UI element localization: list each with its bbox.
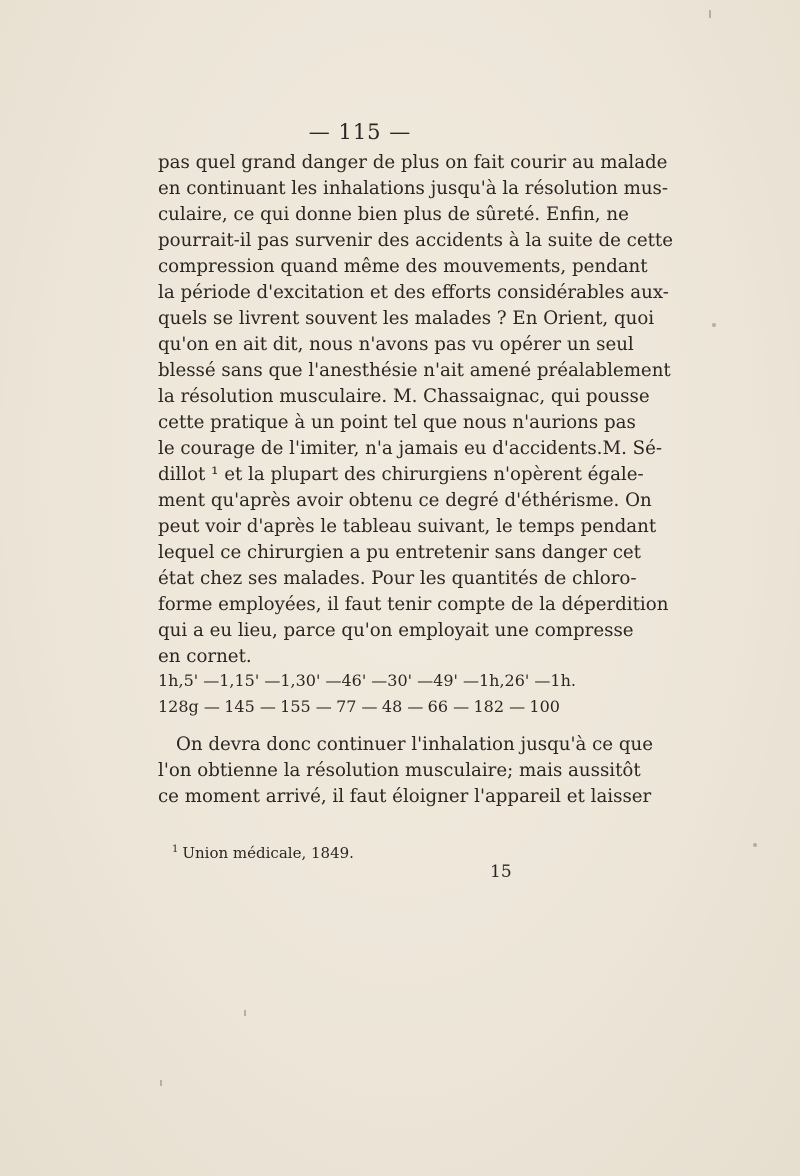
paper-speck — [712, 323, 716, 327]
table-cell: 1,30' — — [280, 671, 342, 690]
table-cell: 1h,26' — — [478, 671, 551, 690]
page-number: — 115 — — [308, 120, 412, 144]
text-line: état chez ses malades. Pour les quantités de chloro- — [158, 568, 637, 589]
text-line: culaire, ce qui donne bien plus de sûreté. Enfin, ne — [158, 204, 629, 225]
text-line: blessé sans que l'anesthésie n'ait amené préalablement — [158, 360, 671, 381]
text-line: l'on obtienne la résolution musculaire; mais aussitôt — [158, 760, 641, 781]
text-line: quels se livrent souvent les malades ? En Orient, quoi — [158, 308, 655, 329]
table-cell: 100 — [529, 697, 560, 716]
text-line: en continuant les inhalations jusqu'à la résolution mus- — [158, 178, 669, 199]
text-line: la résolution musculaire. M. Chassaignac, qui pousse — [158, 386, 650, 407]
text-line: ce moment arrivé, il faut éloigner l'appareil et laisser — [158, 786, 652, 807]
text-line: pourrait-il pas survenir des accidents à la suite de cette — [158, 230, 674, 251]
table-cell: 30' — — [387, 671, 434, 690]
text-line: qui a eu lieu, parce qu'on employait une compresse — [158, 620, 634, 641]
text-line: lequel ce chirurgien a pu entretenir sans danger cet — [158, 542, 641, 563]
paper-speck — [753, 843, 757, 847]
table-cell: 1h. — [550, 671, 576, 690]
text-line: qu'on en ait dit, nous n'avons pas vu opérer un seul — [158, 334, 634, 355]
text-line: pas quel grand danger de plus on fait courir au malade — [158, 152, 668, 173]
paper-speck — [709, 10, 711, 18]
text-line: ment qu'après avoir obtenu ce degré d'éthérisme. On — [158, 490, 652, 511]
table-cell: 48 — — [381, 697, 424, 716]
table-cell: 46' — — [341, 671, 388, 690]
table-cell: 182 — — [473, 697, 526, 716]
paragraph-1 — [158, 150, 674, 670]
table-cell: 1,15' — — [219, 671, 281, 690]
paper-speck — [244, 1010, 246, 1016]
footnote-marker: 1 — [172, 844, 179, 855]
duration-quantity-table — [158, 668, 576, 720]
text-line: On devra donc continuer l'inhalation jusqu'à ce que — [176, 734, 653, 755]
table-row-times — [158, 668, 576, 694]
signature-mark: 15 — [490, 862, 512, 882]
table-cell: 155 — — [280, 697, 332, 716]
table-row-quantities — [158, 694, 560, 720]
table-cell: 1h,5' — — [158, 671, 220, 690]
table-cell: 145 — — [224, 697, 276, 716]
text-line: le courage de l'imiter, n'a jamais eu d'accidents.M. Sé- — [158, 438, 663, 459]
paper-speck — [160, 1080, 162, 1086]
text-line: peut voir d'après le tableau suivant, le temps pendant — [158, 516, 657, 537]
text-line: dillot ¹ et la plupart des chirurgiens n'opèrent égale- — [158, 464, 644, 485]
text-line: forme employées, il faut tenir compte de la déperdition — [158, 594, 669, 615]
text-line: cette pratique à un point tel que nous n'aurions pas — [158, 412, 636, 433]
table-cell: 77 — — [336, 697, 378, 716]
text-line: la période d'excitation et des efforts considérables aux- — [158, 282, 669, 303]
table-cell: 128g — — [158, 697, 220, 716]
footnote — [172, 840, 354, 863]
footnote-text: Union médicale, 1849. — [182, 844, 354, 862]
text-line: en cornet. — [158, 646, 252, 667]
paragraph-2 — [158, 732, 653, 810]
table-cell: 49' — — [433, 671, 479, 690]
table-cell: 66 — — [427, 697, 470, 716]
text-line: compression quand même des mouvements, pendant — [158, 256, 648, 277]
